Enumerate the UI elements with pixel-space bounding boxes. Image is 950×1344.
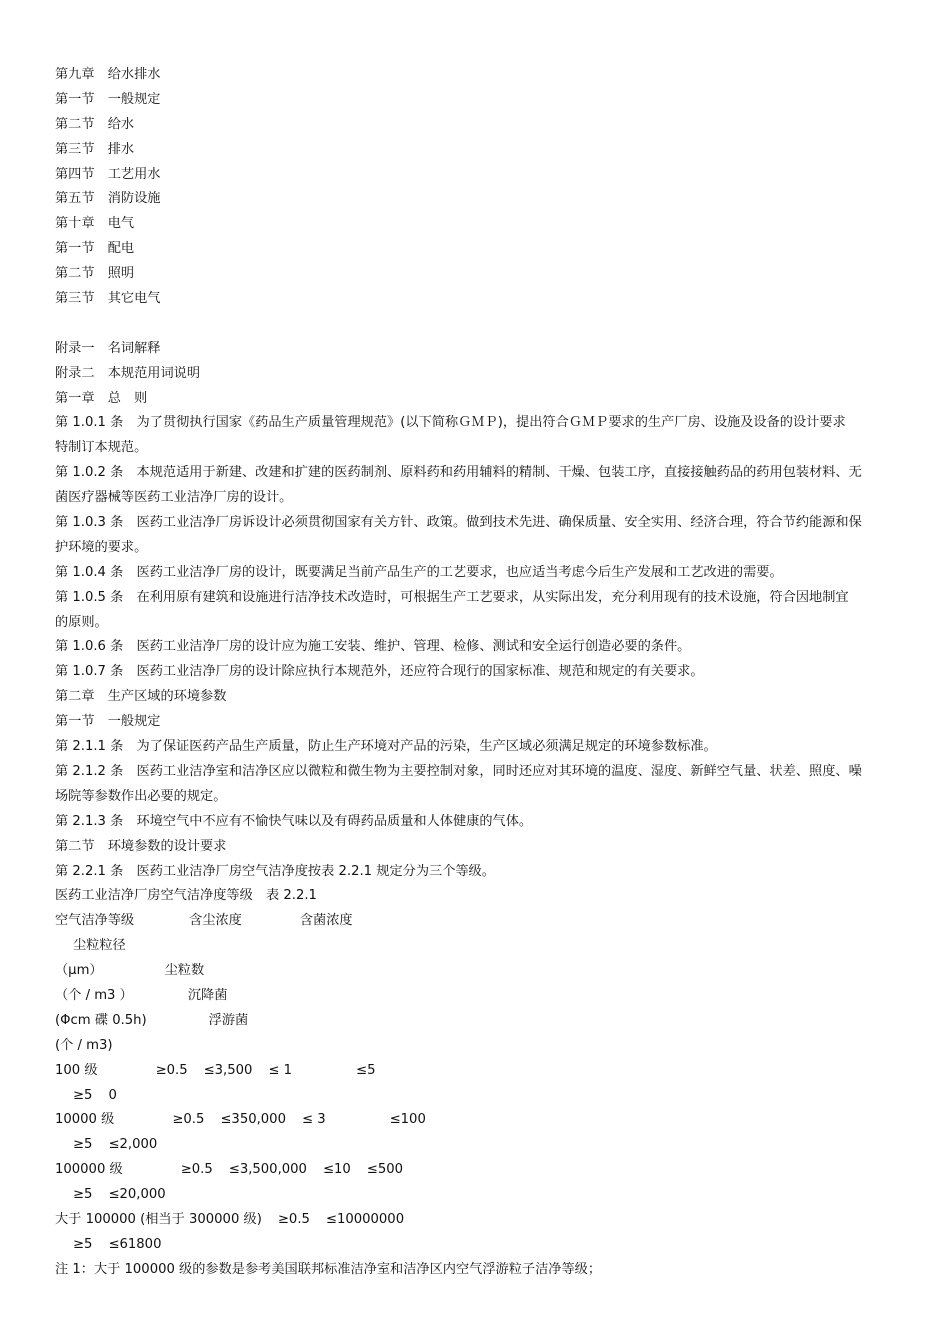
section-heading: 第二节 环境参数的设计要求: [55, 838, 227, 854]
toc-line: 第十章 电气: [55, 216, 135, 232]
toc-line: 第二节 给水: [55, 116, 135, 132]
table-header-line: [55, 934, 900, 959]
table-row: [55, 1158, 900, 1183]
clause-line: 场院等参数作出必要的规定。: [55, 788, 227, 804]
table-header-cell: 沉降菌: [187, 987, 228, 1003]
table-note: 注 1：大于 100000 级的参数是参考美国联邦标准洁净室和洁净区内空气浮游粒子洁净等级；: [55, 1261, 602, 1277]
table-header-cell: 尘粒粒径: [73, 938, 126, 954]
size-cell: ≥5: [73, 1087, 93, 1103]
settle-cell: ≤ 1: [268, 1062, 293, 1078]
grade-cell: 100000 级: [55, 1162, 123, 1178]
settle-cell: ≤10: [322, 1162, 351, 1178]
float-cell: ≤500: [366, 1162, 404, 1178]
clause-line: 第 1.0.4 条 医药工业洁净厂房的设计，既要满足当前产品生产的工艺要求，也应适当考虑今后生产发展和工艺改进的需要。: [55, 564, 783, 580]
clause-line: 护环境的要求。: [55, 539, 148, 555]
table-row-continued: [55, 1133, 900, 1158]
size-cell: ≥5: [73, 1187, 93, 1203]
table-header-cell: 尘粒数: [164, 963, 205, 979]
clause-line: 的原则。: [55, 614, 108, 630]
table-header-cell: 浮游菌: [208, 1012, 249, 1028]
grade-cell: 10000 级: [55, 1112, 115, 1128]
count-cell: 0: [108, 1087, 117, 1103]
chapter-heading: 第二章 生产区域的环境参数: [55, 689, 227, 705]
float-cell: ≤5: [356, 1062, 376, 1078]
grade-cell: 大于 100000 (相当于 300000 级): [55, 1211, 262, 1227]
count-cell: ≤2,000: [108, 1137, 158, 1153]
toc-line: 附录二 本规范用词说明: [55, 365, 201, 381]
toc-line: 第一节 配电: [55, 241, 135, 257]
clause-line: 特制订本规范。: [55, 440, 148, 456]
table-header-cell: 含尘浓度: [189, 913, 242, 929]
clause-line: 第 2.1.3 条 环境空气中不应有不愉快气味以及有碍药品质量和人体健康的气体。: [55, 813, 533, 829]
document-body: [55, 63, 900, 1283]
chapter-heading: 第一章 总 则: [55, 390, 148, 406]
grade-cell: 100 级: [55, 1062, 98, 1078]
toc-line: 第一节 一般规定: [55, 91, 161, 107]
size-cell: ≥0.5: [180, 1162, 213, 1178]
clause-line: 第 1.0.5 条 在利用原有建筑和设施进行洁净技术改造时，可根据生产工艺要求，从实际出发，充分利用现有的技术设施，符合因地制宜: [55, 589, 849, 605]
count-cell: ≤350,000: [220, 1112, 286, 1128]
table-row: [55, 1208, 900, 1233]
section-heading: 第一节 一般规定: [55, 714, 161, 730]
table-row-continued: [55, 1084, 900, 1109]
settle-cell: ≤ 3: [301, 1112, 326, 1128]
toc-line: 第五节 消防设施: [55, 191, 161, 207]
table-header-cell: 空气洁净等级: [55, 913, 135, 929]
count-cell: ≤3,500,000: [228, 1162, 307, 1178]
count-cell: ≤61800: [108, 1236, 162, 1252]
table-row: [55, 1059, 900, 1084]
toc-line: 第九章 给水排水: [55, 67, 161, 82]
table-header-line: [55, 984, 900, 1009]
clause-line: 第 1.0.3 条 医药工业洁净厂房诉设计必须贯彻国家有关方针、政策。做到技术先进、确保质量、安全实用、经济合理，符合节约能源和保: [55, 515, 862, 531]
toc-line: 第三节 排水: [55, 141, 135, 157]
table-header-line: [55, 909, 900, 934]
table-header-cell: 含菌浓度: [299, 913, 353, 929]
size-cell: ≥0.5: [155, 1062, 188, 1078]
table-header-cell: (Φcm 碟 0.5h): [55, 1012, 147, 1028]
table-header-line: [55, 1034, 900, 1059]
clause-line: 第 2.1.2 条 医药工业洁净室和洁净区应以微粒和微生物为主要控制对象，同时还应对其环境的温度、湿度、新鲜空气量、状差、照度、噪: [55, 763, 862, 779]
table-header-line: [55, 959, 900, 984]
clause-line: 第 1.0.7 条 医药工业洁净厂房的设计除应执行本规范外，还应符合现行的国家标准、规范和规定的有关要求。: [55, 664, 704, 680]
count-cell: ≤20,000: [108, 1187, 166, 1203]
table-row-continued: [55, 1183, 900, 1208]
clause-line: 菌医疗器械等医药工业洁净厂房的设计。: [55, 490, 293, 506]
size-cell: ≥0.5: [172, 1112, 205, 1128]
count-cell: ≤10000000: [325, 1211, 405, 1227]
float-cell: ≤100: [389, 1112, 426, 1128]
table-header-line: [55, 1009, 900, 1034]
toc-line: 第二节 照明: [55, 266, 135, 282]
size-cell: ≥5: [73, 1137, 93, 1153]
count-cell: ≤3,500: [203, 1062, 253, 1078]
toc-line: 第三节 其它电气: [55, 291, 161, 307]
size-cell: ≥5: [73, 1236, 93, 1252]
table-header-cell: （个 / m3 ）: [55, 987, 133, 1003]
table-header-cell: （μm）: [55, 963, 103, 979]
toc-line: 附录一 名词解释: [55, 340, 161, 356]
clause-line: 第 1.0.6 条 医药工业洁净厂房的设计应为施工安装、维护、管理、检修、测试和安全运行创造必要的条件。: [55, 639, 691, 655]
clause-line: 第 2.1.1 条 为了保证医药产品生产质量，防止生产环境对产品的污染，生产区域必须满足规定的环境参数标准。: [55, 739, 717, 755]
clause-line: 第 1.0.1 条 为了贯彻执行国家《药品生产质量管理规范》(以下简称ＧＭＰ)，提出符合ＧＭＰ要求的生产厂房、设施及设备的设计要求: [55, 415, 846, 431]
table-row-continued: [55, 1233, 900, 1258]
table-caption: 医药工业洁净厂房空气洁净度等级 表 2.2.1: [55, 888, 317, 904]
clause-line: 第 2.2.1 条 医药工业洁净厂房空气洁净度按表 2.2.1 规定分为三个等级。: [55, 863, 495, 879]
toc-line: 第四节 工艺用水: [55, 166, 161, 182]
size-cell: ≥0.5: [277, 1211, 310, 1227]
clause-line: 第 1.0.2 条 本规范适用于新建、改建和扩建的医药制剂、原料药和药用辅料的精制、干燥、包装工序，直接接触药品的药用包装材料、无: [55, 465, 862, 481]
table-header-cell: (个 / m3): [55, 1037, 113, 1053]
table-row: [55, 1108, 900, 1133]
blank-line: [55, 312, 900, 337]
